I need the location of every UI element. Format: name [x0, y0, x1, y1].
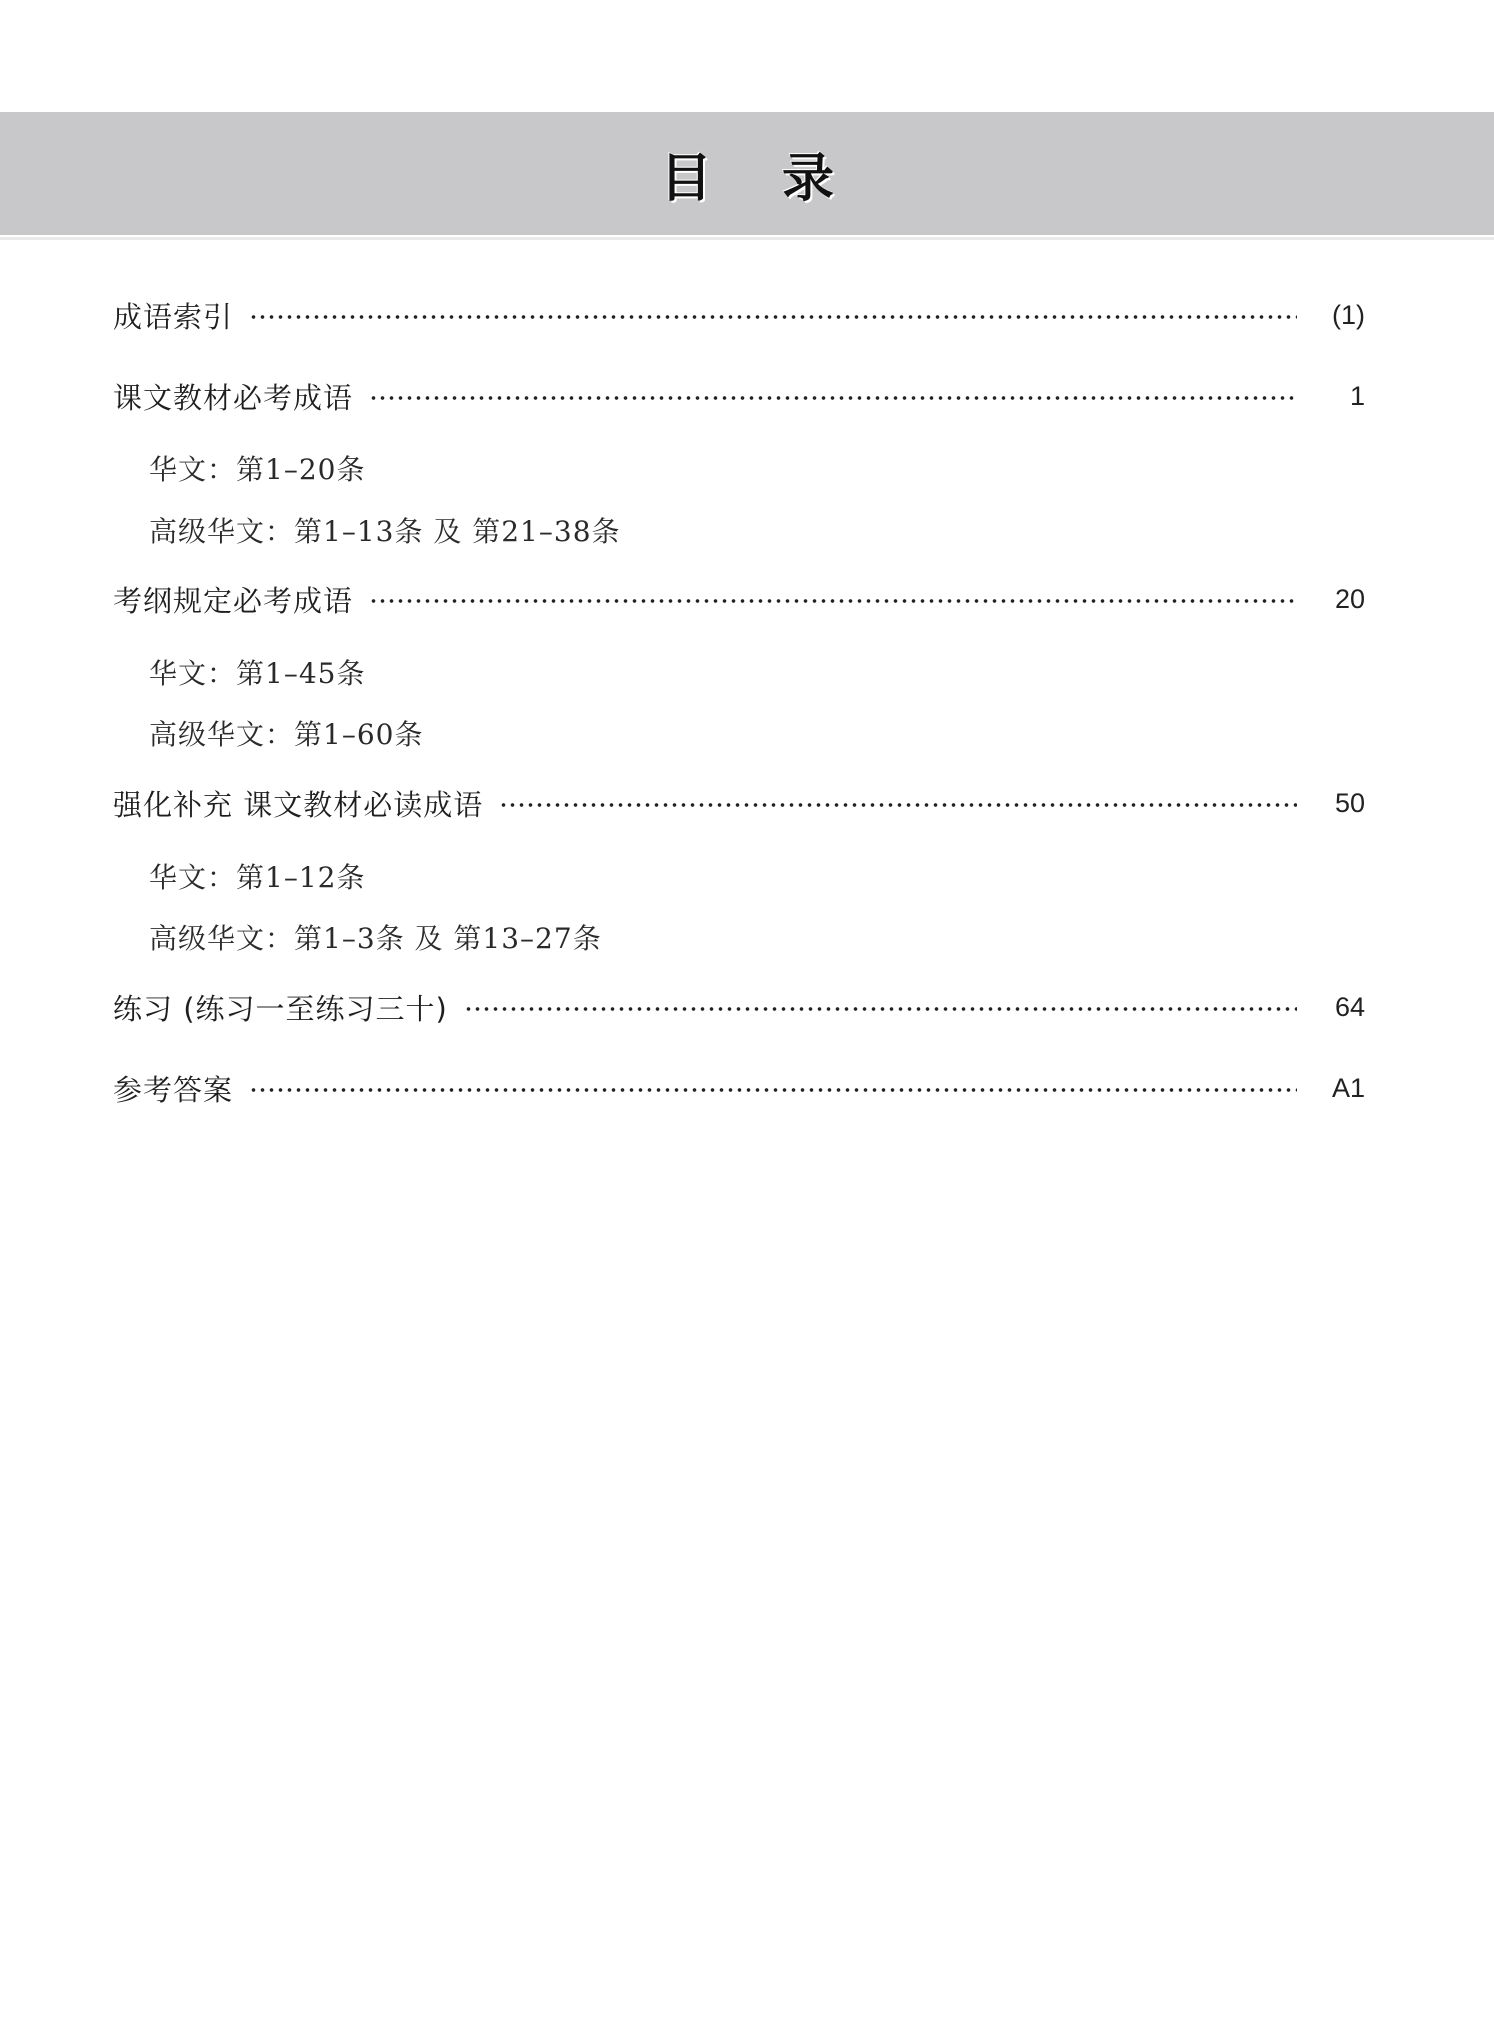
toc-entry-label: 强化补充 课文教材必读成语: [113, 787, 484, 822]
toc-page-number: (1): [1332, 299, 1365, 330]
toc-page-number: 64: [1334, 991, 1365, 1022]
toc-subitem: 高级华文：第1–3条 及 第13–27条: [149, 922, 602, 955]
toc-entry-answer-key[interactable]: [113, 1065, 1365, 1111]
toc-entry-supplementary-reading-idioms[interactable]: [113, 780, 1365, 826]
toc-page-number: 1: [1349, 380, 1365, 411]
toc-page-number: 50: [1334, 787, 1365, 818]
page-title: 目录: [659, 149, 904, 209]
toc-entry-exercises[interactable]: [113, 984, 1365, 1030]
toc-entry-idiom-index[interactable]: [113, 292, 1365, 338]
toc-subitem: 华文：第1–45条: [149, 657, 366, 690]
title-band: [0, 112, 1494, 235]
dot-leader: [499, 802, 1297, 808]
toc-subitem: 华文：第1–12条: [149, 861, 366, 894]
toc-entry-textbook-required-idioms[interactable]: [113, 373, 1365, 419]
toc-entry-label: 成语索引: [113, 299, 234, 334]
toc-entry-label: 练习 (练习一至练习三十): [113, 991, 448, 1026]
toc-entry-label: 考纲规定必考成语: [113, 583, 354, 618]
toc-entry-label: 课文教材必考成语: [113, 380, 354, 415]
dot-leader: [369, 598, 1297, 604]
toc-subitem: 华文：第1–20条: [149, 453, 366, 486]
dot-leader: [249, 1087, 1297, 1093]
dot-leader: [464, 1006, 1297, 1012]
toc-page-number: 20: [1334, 583, 1365, 614]
toc-page-number: A1: [1331, 1072, 1365, 1103]
toc-subitem: 高级华文：第1–13条 及 第21–38条: [149, 515, 621, 548]
toc-subitem: 高级华文：第1–60条: [149, 718, 424, 751]
dot-leader: [249, 314, 1297, 320]
toc-entry-syllabus-required-idioms[interactable]: [113, 576, 1365, 622]
toc-entry-label: 参考答案: [113, 1072, 234, 1107]
dot-leader: [369, 395, 1297, 401]
